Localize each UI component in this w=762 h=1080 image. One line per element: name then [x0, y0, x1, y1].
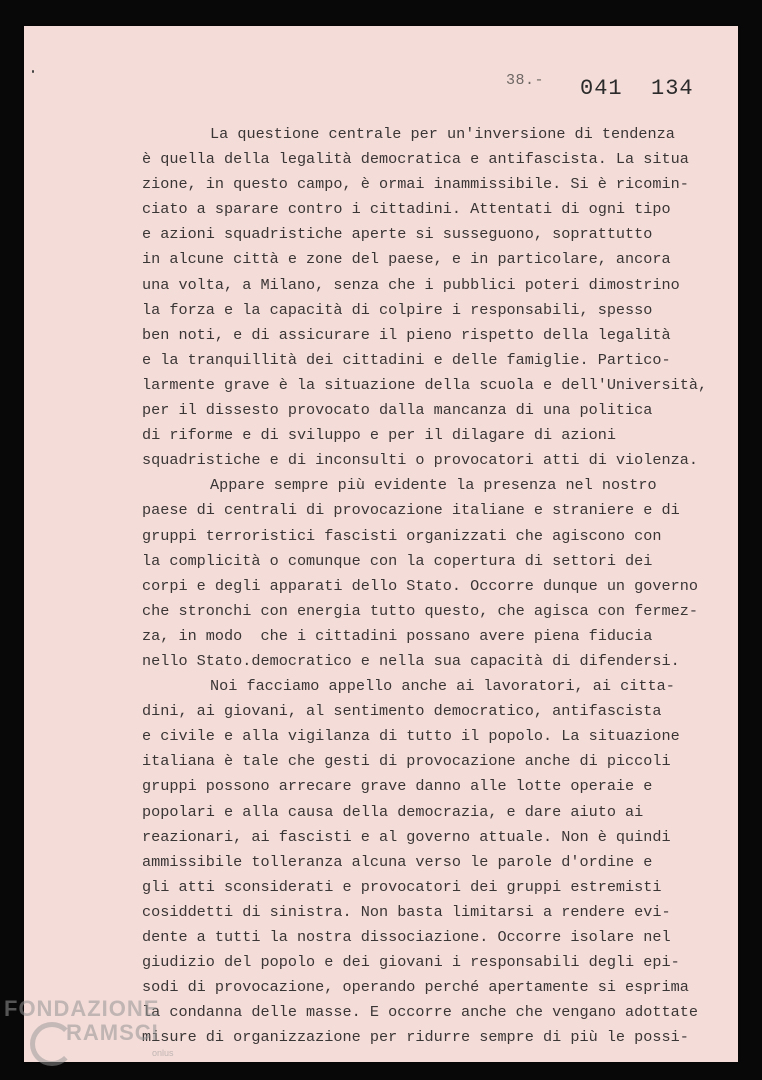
text-line: Noi facciamo appello anche ai lavoratori, ai citta- [210, 677, 675, 696]
watermark-line2: RAMSCI [66, 1020, 159, 1045]
text-line: gruppi terroristici fascisti organizzati che agiscono con [142, 526, 662, 545]
ink-speck [32, 70, 34, 73]
text-line: larmente grave è la situazione della scuola e dell'Università, [142, 375, 708, 394]
text-line: in alcune città e zone del paese, e in particolare, ancora [142, 250, 671, 269]
text-line: corpi e degli apparati dello Stato. Occorre dunque un governo [142, 576, 698, 595]
text-line: la condanna delle masse. E occorre anche che vengano adottate [142, 1003, 698, 1022]
text-line: misure di organizzazione per ridurre sempre di più le possi- [142, 1028, 689, 1047]
text-line: gruppi possono arrecare grave danno alle lotte operaie e [142, 777, 653, 796]
watermark-small: onlus [152, 1048, 174, 1058]
text-line: italiana è tale che gesti di provocazione anche di piccoli [142, 752, 671, 771]
archive-number: 041 134 [580, 76, 694, 101]
text-line: ciato a sparare contro i cittadini. Attentati di ogni tipo [142, 200, 671, 219]
text-line: nello Stato.democratico e nella sua capacità di difendersi. [142, 651, 680, 670]
text-line: La questione centrale per un'inversione di tendenza [210, 125, 675, 143]
text-line: ammissibile tolleranza alcuna verso le parole d'ordine e [142, 852, 653, 871]
text-line: è quella della legalità democratica e antifascista. La situa [142, 150, 689, 169]
text-line: la complicità o comunque con la copertura di settori dei [142, 551, 653, 570]
text-line: per il dissesto provocato dalla mancanza di una politica [142, 401, 653, 420]
text-line: e la tranquillità dei cittadini e delle famiglie. Partico- [142, 350, 671, 369]
text-line: cosiddetti di sinistra. Non basta limitarsi a rendere evi- [142, 902, 671, 921]
text-line: reazionari, ai fascisti e al governo attuale. Non è quindi [142, 827, 671, 846]
text-line: dini, ai giovani, al sentimento democratico, antifascista [142, 702, 662, 721]
text-line: popolari e alla causa della democrazia, e dare aiuto ai [142, 802, 644, 821]
text-line: giudizio del popolo e dei giovani i responsabili degli epi- [142, 953, 680, 972]
text-line: Appare sempre più evidente la presenza nel nostro [210, 476, 657, 495]
text-line: dente a tutti la nostra dissociazione. Occorre isolare nel [142, 928, 671, 946]
text-line: ben noti, e di assicurare il pieno rispetto della legalità [142, 325, 671, 344]
text-line: una volta, a Milano, senza che i pubblici poteri dimostrino [142, 275, 680, 294]
text-line: e azioni squadristiche aperte si susseguono, soprattutto [142, 225, 653, 244]
text-line: sodi di provocazione, operando perché apertamente si esprima [142, 978, 689, 997]
document-body [142, 122, 732, 1050]
text-line: zione, in questo campo, è ormai inammissibile. Si è ricomin- [142, 175, 689, 194]
fondazione-gramsci-watermark [4, 994, 204, 1080]
text-line: squadristiche e di inconsulti o provocatori atti di violenza. [142, 451, 698, 470]
text-line: la forza e la capacità di colpire i responsabili, spesso [142, 300, 653, 319]
watermark-line1: FONDAZIONE [4, 996, 160, 1021]
text-line: paese di centrali di provocazione italiane e straniere e di [142, 501, 680, 520]
text-line: che stronchi con energia tutto questo, che agisca con fermez- [142, 601, 698, 620]
text-line: di riforme e di sviluppo e per il dilagare di azioni [142, 426, 616, 445]
text-line: gli atti sconsiderati e provocatori dei gruppi estremisti [142, 877, 662, 896]
text-line: e civile e alla vigilanza di tutto il popolo. La situazione [142, 727, 680, 746]
text-line: za, in modo che i cittadini possano avere piena fiducia [142, 626, 653, 645]
page-number: 38.- [506, 72, 545, 89]
document-page [24, 26, 738, 1062]
